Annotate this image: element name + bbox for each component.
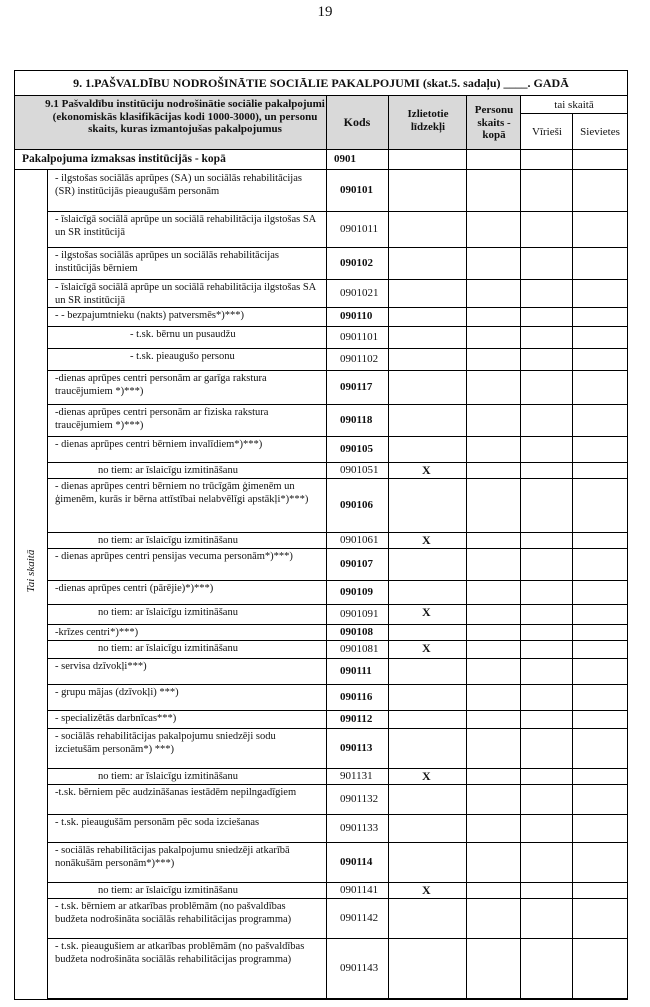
row-label: - īslaicīgā sociālā aprūpe un sociālā rehabilitācija ilgstošas SA un SR institūcijā: [55, 282, 316, 306]
row-code: 0901142: [340, 911, 379, 924]
row-label: - dienas aprūpes centri pensijas vecuma personām*)***): [55, 551, 293, 562]
row-code: 090113: [340, 741, 373, 754]
row-line: [47, 548, 627, 549]
row-line: [47, 532, 627, 533]
row-label: - īslaicīgā sociālā aprūpe un sociālā rehabilitācija ilgstošas SA un SR institūcijā: [55, 214, 316, 238]
row-line: [47, 436, 627, 437]
row-label: -dienas aprūpes centri (pārējie)*)***): [55, 583, 214, 594]
page-number: 19: [317, 4, 333, 20]
row-code: 0901021: [340, 286, 379, 299]
row-label: no tiem: ar īslaicīgu izmitināšanu: [98, 771, 238, 782]
row-line: [47, 247, 627, 248]
row-line: [47, 728, 627, 729]
row-label: no tiem: ar īslaicīgu izmitināšanu: [98, 535, 238, 546]
row-code: 0901011: [340, 222, 379, 235]
row-code: 090108: [340, 626, 373, 638]
row-code: 901131: [340, 770, 373, 782]
side-label-tai-skaita: Tai skaitā: [25, 549, 37, 593]
row-code: 0901133: [340, 821, 379, 834]
total-row-label: Pakalpojuma izmaksas institūcijās - kopā: [22, 153, 226, 165]
header-bottom: [15, 149, 627, 150]
row-code: 0901091: [340, 607, 379, 620]
row-code: 0901101: [340, 330, 379, 343]
row-line: [47, 462, 627, 463]
row-line: [47, 784, 627, 785]
header-izlietotie: Izlietotie līdzekļi: [407, 108, 449, 133]
row-label: - ilgstošas sociālās aprūpes un sociālās rehabilitācijas institūcijās bērniem: [55, 250, 279, 274]
not-applicable-mark: X: [422, 883, 431, 897]
not-applicable-mark: X: [422, 463, 431, 477]
row-label: - t.sk. pieaugušo personu: [130, 351, 235, 362]
total-row-bottom: [15, 169, 627, 170]
row-line: [47, 814, 627, 815]
not-applicable-mark: X: [422, 641, 431, 655]
row-code: 0901141: [340, 884, 379, 896]
row-line: [47, 842, 627, 843]
row-label: - dienas aprūpes centri bērniem no trūcīgām ģimenēm un ģimenēm, kurās ir bērna attīstībai nelabvēlīgi apstākļi*)***): [55, 481, 309, 505]
row-line: [47, 211, 627, 212]
row-line: [47, 478, 627, 479]
header-sievietes: Sievietes: [580, 126, 620, 138]
row-code: 090105: [340, 442, 373, 455]
row-code: 090107: [340, 557, 373, 570]
not-applicable-mark: X: [422, 769, 431, 783]
row-label: - grupu mājas (dzīvokļi) ***): [55, 687, 179, 698]
row-code: 090102: [340, 256, 373, 269]
tai-skaita-divider: [520, 113, 627, 114]
row-line: [47, 604, 627, 605]
row-code: 090118: [340, 413, 373, 426]
header-section-title: 9.1 Pašvaldību institūciju nodrošinātie sociālie pakalpojumi (ekonomiskās klasifikācijas kodi 1000-3000), un personu skaits, kuras izmantojušas pakalpojumus: [45, 98, 325, 135]
row-line: [47, 898, 627, 899]
row-code: 0901051: [340, 464, 379, 476]
row-label: - t.sk. pieaugušiem ar atkarības problēmām (no pašvaldības budžeta nodrošināta sociālās rehabilitācijas programma): [55, 941, 305, 965]
side-column-line: [47, 169, 48, 998]
row-label: - dienas aprūpes centri bērniem invalīdiem*)***): [55, 439, 263, 450]
header-viriesi: Vīrieši: [532, 126, 562, 138]
form-title: 9. 1.PAŠVALDĪBU NODROŠINĀTIE SOCIĀLIE PAKALPOJUMI (skat.5. sadaļu) ____. GADĀ: [14, 70, 628, 96]
row-line: [47, 658, 627, 659]
row-code: 0901102: [340, 352, 379, 365]
not-applicable-mark: X: [422, 533, 431, 547]
header-kods: Kods: [343, 115, 371, 129]
row-line: [47, 684, 627, 685]
row-line: [47, 624, 627, 625]
row-label: -dienas aprūpes centri personām ar garīga rakstura traucējumiem *)***): [55, 373, 267, 397]
row-label: -krīzes centri*)***): [55, 627, 139, 638]
row-line: [47, 326, 627, 327]
row-code: 090116: [340, 690, 373, 703]
row-label: -dienas aprūpes centri personām ar fiziska rakstura traucējumiem *)***): [55, 407, 269, 431]
row-label: - servisa dzīvokļi***): [55, 661, 147, 672]
row-label: no tiem: ar īslaicīgu izmitināšanu: [98, 885, 238, 896]
header-personu-skaits: Personu skaits - kopā: [474, 104, 514, 141]
row-line: [47, 279, 627, 280]
row-label: no tiem: ar īslaicīgu izmitināšanu: [98, 465, 238, 476]
row-line: [47, 998, 627, 999]
row-label: no tiem: ar īslaicīgu izmitināšanu: [98, 643, 238, 654]
row-line: [47, 370, 627, 371]
row-code: 090114: [340, 855, 373, 868]
not-applicable-mark: X: [422, 605, 431, 619]
row-code: 090109: [340, 585, 373, 598]
row-line: [47, 348, 627, 349]
header-tai-skaita: tai skaitā: [554, 99, 594, 111]
row-line: [47, 404, 627, 405]
row-code: 090111: [340, 664, 372, 677]
row-code: 0901061: [340, 534, 379, 546]
row-label: -t.sk. bērniem pēc audzināšanas iestādēm nepilngadīgiem: [55, 787, 297, 798]
row-code: 090101: [340, 184, 373, 196]
row-line: [47, 882, 627, 883]
row-label: - t.sk. bērniem ar atkarības problēmām (no pašvaldības budžeta nodrošināta sociālās rehabilitācijas programma): [55, 901, 292, 925]
row-code: 090106: [340, 498, 373, 511]
row-line: [47, 938, 627, 939]
row-label: - specializētās darbnīcas***): [55, 713, 177, 724]
row-code: 090117: [340, 380, 373, 393]
row-code: 0901081: [340, 642, 379, 655]
row-code: 090112: [340, 712, 373, 725]
row-line: [47, 710, 627, 711]
row-code: 090110: [340, 310, 373, 322]
row-label: no tiem: ar īslaicīgu izmitināšanu: [98, 607, 238, 618]
row-line: [47, 768, 627, 769]
row-label: - ilgstošas sociālās aprūpes (SA) un sociālās rehabilitācijas (SR) institūcijās pieaugušām personām: [55, 173, 302, 197]
row-code: 0901143: [340, 961, 379, 974]
row-line: [47, 307, 627, 308]
row-line: [47, 580, 627, 581]
row-label: - sociālās rehabilitācijas pakalpojumu sniedzēji atkarībā nonākušām personām*)***): [55, 845, 290, 869]
row-label: - t.sk. pieaugušām personām pēc soda izciešanas: [55, 817, 260, 828]
row-label: - t.sk. bērnu un pusaudžu: [130, 329, 236, 340]
row-line: [47, 640, 627, 641]
row-code: 0901132: [340, 792, 379, 805]
row-label: - - bezpajumtnieku (nakts) patversmēs*)***): [55, 310, 244, 321]
total-row-code: 0901: [334, 153, 356, 165]
row-label: - sociālās rehabilitācijas pakalpojumu sniedzēji sodu izcietušām personām*) ***): [55, 731, 276, 755]
